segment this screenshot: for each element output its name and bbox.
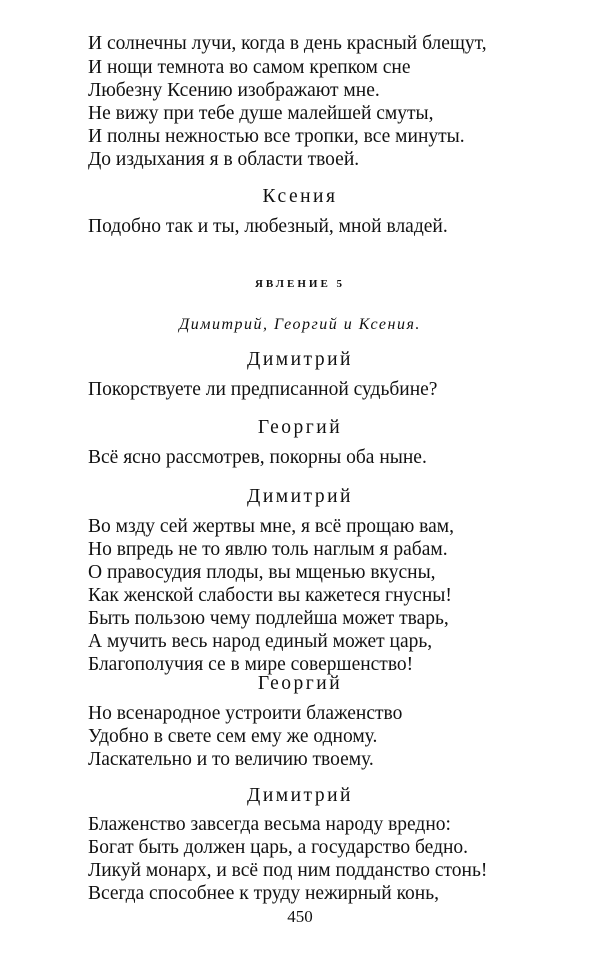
speaker-name: Георгий xyxy=(257,673,343,694)
verse-line: Любезну Ксению изображают мне. xyxy=(88,80,380,101)
verse-line: Но впредь не то явлю толь наглым я рабам. xyxy=(88,539,448,560)
verse-line: Ласкательно и то величию твоему. xyxy=(88,749,374,770)
verse-line: Всегда способнее к труду нежирный конь, xyxy=(88,883,440,904)
speaker-name: Димитрий xyxy=(247,785,353,806)
verse-line: И солнечны лучи, когда в день красный блещут, xyxy=(88,33,487,54)
verse-line: Всё ясно рассмотрев, покорны оба ныне. xyxy=(88,447,427,468)
verse-line: Подобно так и ты, любезный, мной владей. xyxy=(88,216,448,237)
verse-line: Ликуй монарх, и всё под ним подданство стонь! xyxy=(88,860,488,881)
speaker-name: Георгий xyxy=(257,417,343,438)
verse-line: И нощи темнота во самом крепком сне xyxy=(88,57,411,78)
verse-line: Не вижу при тебе душе малейшей смуты, xyxy=(88,103,434,124)
speaker-name: Ксения xyxy=(262,186,338,207)
verse-line: Удобно в свете сем ему же одному. xyxy=(88,726,378,747)
verse-line: И полны нежностью все тропки, все минуты. xyxy=(88,126,465,147)
verse-line: Быть пользою чему подлейша может тварь, xyxy=(88,608,449,629)
verse-line: Богат быть должен царь, а государство бедно. xyxy=(88,837,469,858)
verse-line: О правосудия плоды, вы мщенью вкусны, xyxy=(88,562,436,583)
speaker-name: Димитрий xyxy=(247,349,353,370)
verse-line: Блаженство завсегда весьма народу вредно: xyxy=(88,814,451,835)
scene-title: ЯВЛЕНИЕ 5 xyxy=(254,278,346,290)
verse-line: Покорствуете ли предписанной судьбине? xyxy=(88,379,438,400)
verse-line: Как женской слабости вы кажетеся гнусны! xyxy=(88,585,452,606)
verse-line: Но всенародное устроити блаженство xyxy=(88,703,403,724)
verse-line: Во мзду сей жертвы мне, я всё прощаю вам, xyxy=(88,516,454,537)
verse-line: А мучить весь народ единый может царь, xyxy=(88,631,433,652)
verse-line: Благополучия се в мире совершенство! xyxy=(88,654,414,675)
page-number: 450 xyxy=(287,907,313,926)
stage-direction: Димитрий, Георгий и Ксения. xyxy=(179,316,421,333)
verse-line: До издыхания я в области твоей. xyxy=(88,149,360,170)
speaker-name: Димитрий xyxy=(247,486,353,507)
